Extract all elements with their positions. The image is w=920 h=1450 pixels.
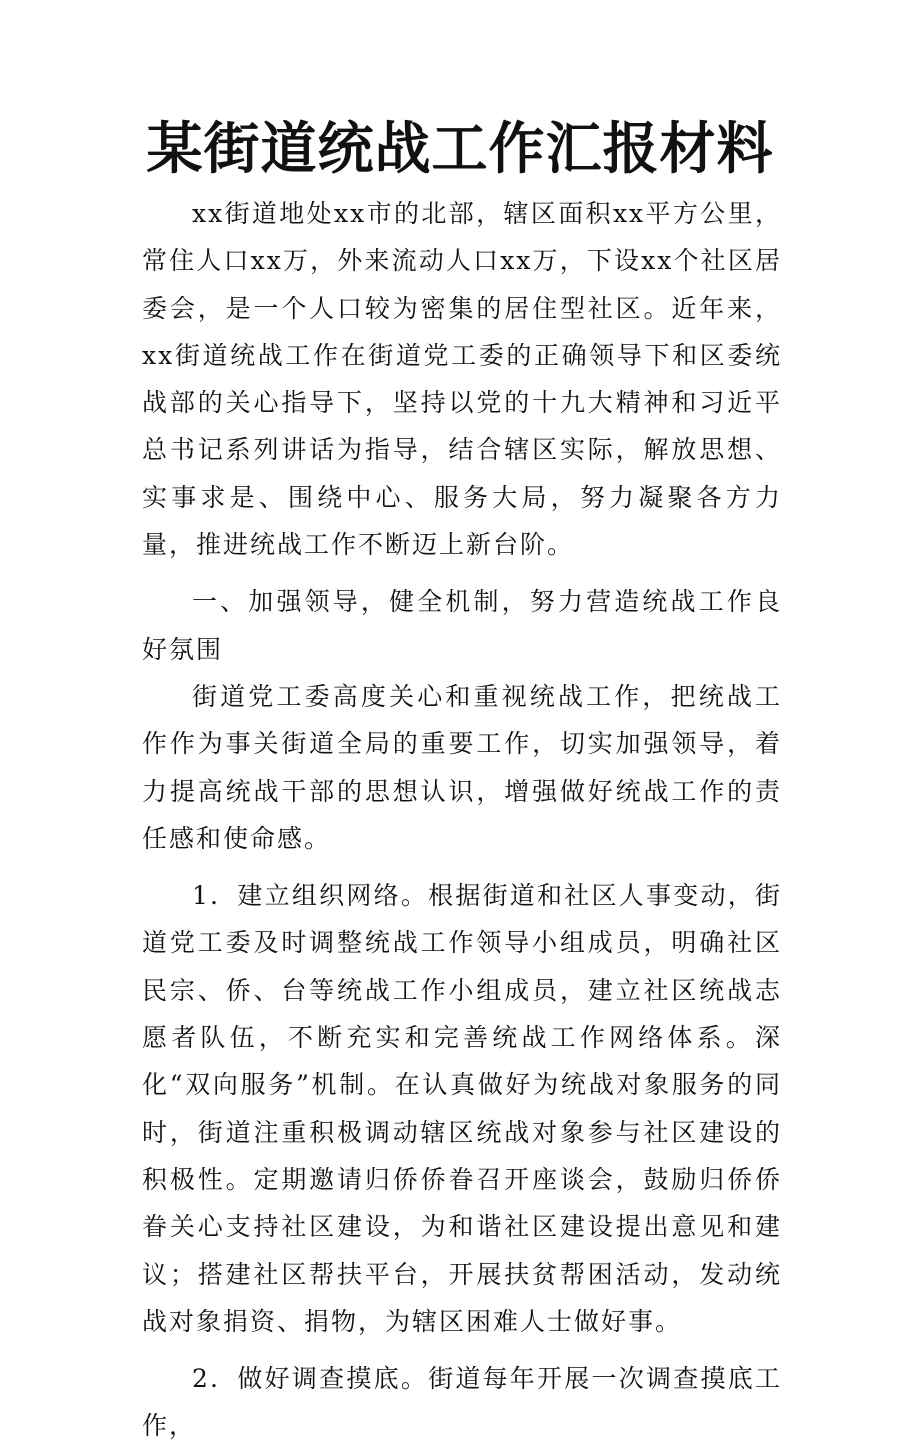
paragraph-item-2: 2．做好调查摸底。街道每年开展一次调查摸底工作， bbox=[142, 1364, 782, 1441]
section-heading-1: 一、加强领导，健全机制，努力营造统战工作良好氛围 bbox=[142, 587, 782, 664]
document-title: 某街道统战工作汇报材料 bbox=[146, 117, 774, 182]
paragraph-item-1: 1．建立组织网络。根据街道和社区人事变动，街道党工委及时调整统战工作领导小组成员，明确社区民宗、侨、台等统战工作小组成员，建立社区统战志愿者队伍，不断充实和完善统战工作网络体系。深化“双向服务”机制。在认真做好为统战对象服务的同时，街道注重积极调动辖区统战对象参与社区建设的积极性。定期邀请归侨侨眷召开座谈会，鼓励归侨侨眷关心支持社区建设，为和谐社区建设提出意见和建议；搭建社区帮扶平台，开展扶贫帮困活动，发动统战对象捐资、捐物，为辖区困难人士做好事。 bbox=[142, 881, 782, 1336]
document-body bbox=[142, 190, 782, 1450]
paragraph-section-1: 街道党工委高度关心和重视统战工作，把统战工作作为事关街道全局的重要工作，切实加强领导，着力提高统战干部的思想认识，增强做好统战工作的责任感和使命感。 bbox=[142, 681, 782, 853]
paragraph-intro: xx街道地处xx市的北部，辖区面积xx平方公里，常住人口xx万，外来流动人口xx万，下设xx个社区居委会，是一个人口较为密集的居住型社区。近年来，xx街道统战工作在街道党工委的正确领导下和区委统战部的关心指导下，坚持以党的十九大精神和习近平总书记系列讲话为指导，结合辖区实际，解放思想、实事求是、围绕中心、服务大局，努力凝聚各方力量，推进统战工作不断迈上新台阶。 bbox=[142, 199, 782, 560]
